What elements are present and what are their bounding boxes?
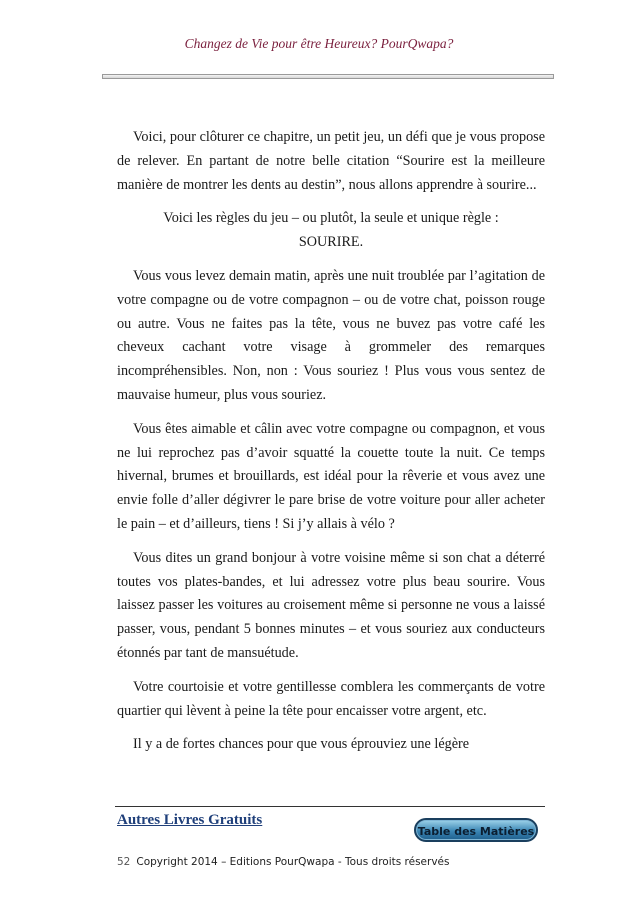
paragraph-neighbor: Vous dites un grand bonjour à votre voisine même si son chat a déterré toutes vos plates-bandes, et lui adressez votre plus beau sourire. Vous laissez passer les voitures au croisement même si personne ne vous a laissé passer, vous, pendant 5 bonnes minutes – et vous souriez aux conducteurs étonnés par tant de mansuétude. <box>117 549 545 661</box>
paragraph-morning: Vous vous levez demain matin, après une nuit troublée par l’agitation de votre compagne ou de votre compagnon – ou de votre chat, poisson rouge ou autre. Vous ne faites pas la tête, vous ne buvez pas votre café les cheveux cachant votre visage à grommeler des remarques incompréhensibles. Non, non : Vous souriez ! Plus vous vous sentez de mauvaise humeur, plus vous souriez. <box>117 267 545 403</box>
paragraph-kindness: Vous êtes aimable et câlin avec votre compagne ou compagnon, et vous ne lui reprochez pas d’avoir squatté la couette toute la nuit. Ce temps hivernal, brumes et brouillards, est idéal pour la rêverie et vous avez une envie folle d’aller dégivrer le pare brise de votre voiture pour aller acheter le pain – et d’ailleurs, tiens ! Si j’y allais à vélo ? <box>117 420 545 532</box>
paragraph-courtesy: Votre courtoisie et votre gentillesse comblera les commerçants de votre quartier qui lèvent à peine la tête pour encaisser votre argent, etc. <box>117 678 545 719</box>
page-header-title: Changez de Vie pour être Heureux? PourQwapa? <box>184 36 454 51</box>
header-divider <box>102 74 554 79</box>
footer-divider <box>115 806 545 807</box>
page-body <box>117 126 545 767</box>
rule-line: Voici les règles du jeu – ou plutôt, la seule et unique règle : <box>163 210 499 227</box>
table-of-contents-button[interactable]: Table des Matières <box>414 818 538 842</box>
paragraph-chances: Il y a de fortes chances pour que vous éprouviez une légère <box>133 736 470 753</box>
footer-copyright <box>117 856 449 868</box>
copyright-text: Copyright 2014 – Editions PourQwapa - Tous droits réservés <box>136 856 450 868</box>
paragraph-intro: Voici, pour clôturer ce chapitre, un petit jeu, un défi que je vous propose de relever. En partant de notre belle citation “Sourire est la meilleure manière de montrer les dents au destin”, nous allons apprendre à sourire... <box>117 129 545 193</box>
paragraph-rule <box>117 207 545 255</box>
other-free-books-link[interactable]: Autres Livres Gratuits <box>117 812 263 828</box>
page-number: 52 <box>117 856 131 868</box>
rule-emphasis: SOURIRE. <box>298 234 364 251</box>
